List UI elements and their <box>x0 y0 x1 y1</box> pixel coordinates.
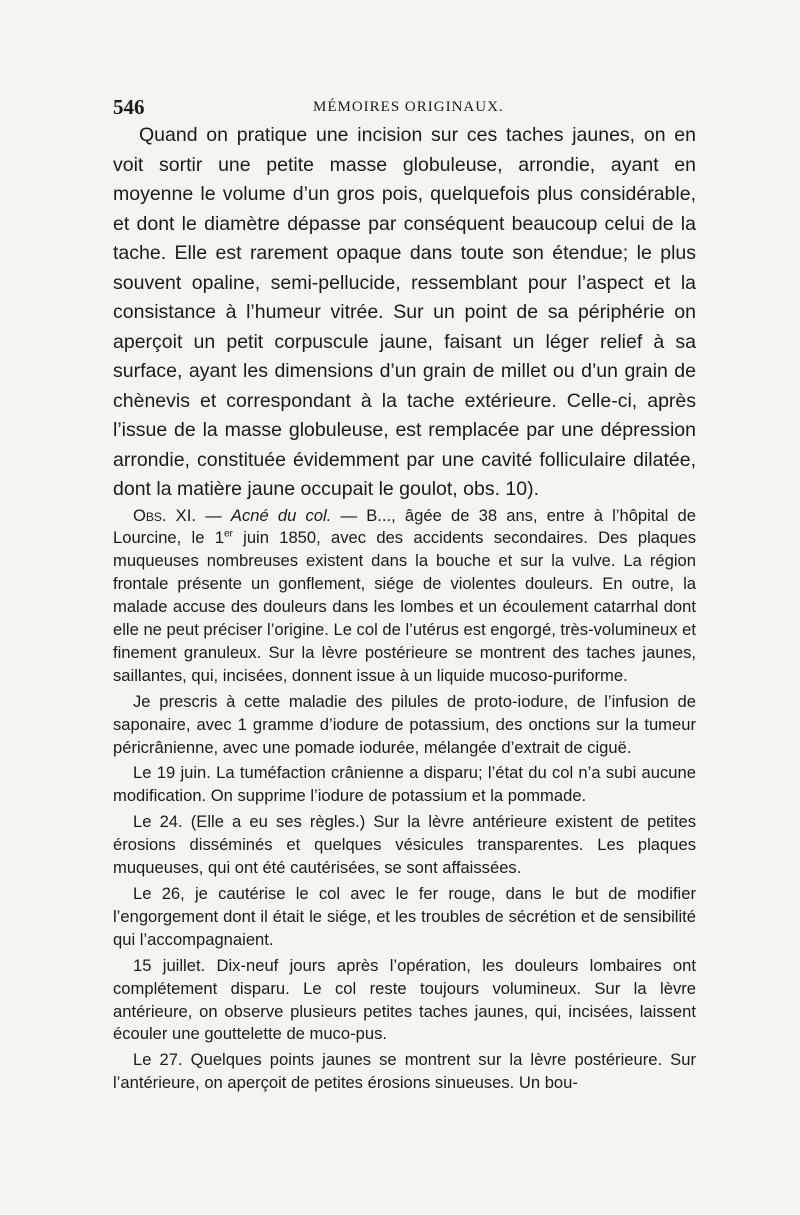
body-paragraph: Le 19 juin. La tuméfaction crânienne a disparu; l’état du col n’a subi aucune modification. On supprime l’iodure de potassium et la pommade. <box>113 763 696 806</box>
body-paragraph: Le 27. Quelques points jaunes se montrent sur la lèvre postérieure. Sur l’antérieure, on aperçoit de petites érosions sinueuses. Un bou- <box>113 1050 696 1093</box>
body-paragraph: Le 24. (Elle a eu ses règles.) Sur la lèvre antérieure existent de petites érosions disséminés et quelques vésicules transparentes. Les plaques muqueuses, qui ont été cautérisées, se sont affaissées. <box>113 812 696 878</box>
body-paragraph: Le 26, je cautérise le col avec le fer rouge, dans le but de modifier l’engorgement dont il était le siége, et les troubles de sécrétion et de sensibilité qui l’accompagnaient. <box>113 884 696 949</box>
running-title: MÉMOIRES ORIGINAUX. <box>313 99 504 115</box>
date-superscript: er <box>223 528 233 540</box>
page-header <box>113 95 696 121</box>
observation-text-start: — B..., âgée de 38 ans, entre à l’hôpital de Lourcine, le 1 <box>113 505 696 548</box>
observation-section <box>113 505 696 1096</box>
observation-paragraph <box>113 505 696 688</box>
body-paragraph: Je prescris à cette maladie des pilules de proto-iodure, de l’infusion de saponaire, avec 1 gramme d’iodure de potassium, des onctions sur la tumeur péricrânienne, avec une pomade iodurée, mélangée d’extrait de ciguë. <box>113 691 696 757</box>
observation-label: Obs. XI. <box>133 505 196 525</box>
page-number: 546 <box>113 95 145 119</box>
body-paragraph: 15 juillet. Dix-neuf jours après l’opération, les douleurs lombaires ont complétement disparu. Le col reste toujours volumineux. Sur la lèvre antérieure, on observe plusieurs petites taches jaunes, qui, incisées, laissent écouler une gouttelette de muco-pus. <box>113 955 696 1044</box>
observation-text-rest: juin 1850, avec des accidents secondaires. Des plaques muqueuses nombreuses existent dans la bouche et sur la vulve. La région frontale présente un gonflement, siége de violentes douleurs. En outre, la malade accuse des douleurs dans les lombes et un écoulement catarrhal dont elle ne peut préciser l’origine. Le col de l’utérus est engorgé, très-volumineux et finement granuleux. Sur la lèvre postérieure se montrent des taches jaunes, saillantes, qui, incisées, donnent issue à un liquide mucoso-puriforme. <box>113 528 696 685</box>
lead-paragraph: Quand on pratique une incision sur ces taches jaunes, on en voit sortir une petite masse globuleuse, arrondie, ayant en moyenne le volume d’un gros pois, quelquefois plus considérable, et dont le diamètre dépasse par conséquent beaucoup celui de la tache. Elle est rarement opaque dans toute son étendue; le plus souvent opaline, semi-pellucide, ressemblant pour l’aspect et la consistance à l’humeur vitrée. Sur un point de sa périphérie on aperçoit un petit corpuscule jaune, faisant un léger relief à sa surface, ayant les dimensions d’un grain de millet ou d’un grain de chènevis et correspondant à la tache extérieure. Celle-ci, après l’issue de la masse globuleuse, est remplacée par une dépression arrondie, constituée évidemment par une cavité folliculaire dilatée, dont la matière jaune occupait le goulot, obs. 10). <box>113 124 696 500</box>
observation-dash: — <box>195 505 231 525</box>
book-page <box>113 95 696 1095</box>
observation-title: Acné du col. <box>230 505 332 525</box>
